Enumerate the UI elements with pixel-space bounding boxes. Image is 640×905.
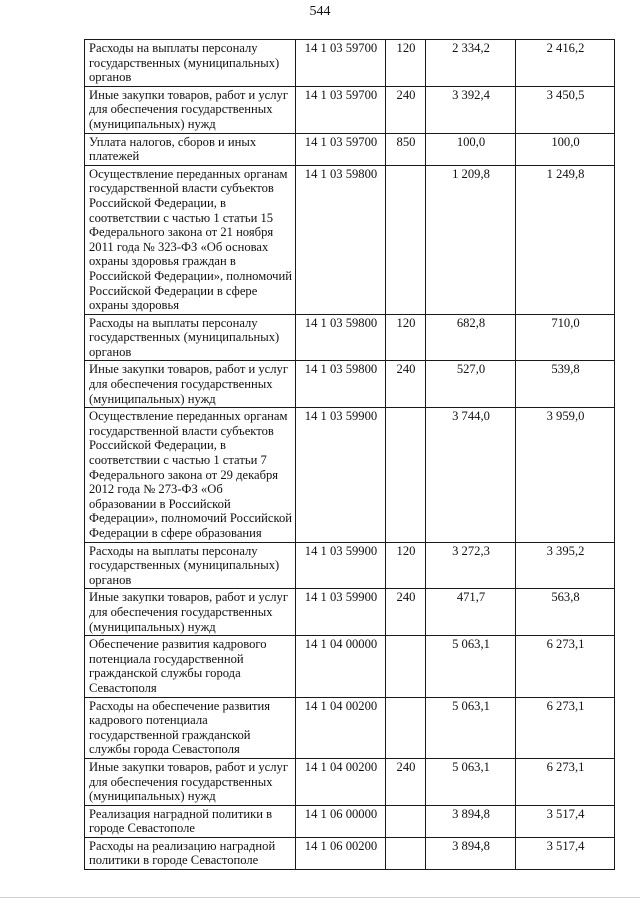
expense-type-cell: 240 [386, 361, 426, 408]
table-row [85, 758, 615, 805]
row-name-cell: Обеспечение развития кадрового потенциала государственной гражданской службы города Севастополя [85, 636, 296, 697]
table-row [85, 805, 615, 837]
expense-type-cell: 240 [386, 86, 426, 133]
classification-code-cell: 14 1 03 59700 [296, 86, 386, 133]
classification-code-cell: 14 1 03 59800 [296, 165, 386, 314]
expense-type-cell [386, 408, 426, 542]
table-row [85, 361, 615, 408]
expense-type-cell: 120 [386, 40, 426, 87]
amount-year2-cell: 563,8 [516, 589, 615, 636]
classification-code-cell: 14 1 04 00200 [296, 697, 386, 758]
row-name-cell: Осуществление переданных органам государственной власти субъектов Российской Федерации, в соответствии с частью 1 статьи 7 Федерального закона от 29 декабря 2012 года № 273-ФЗ «Об образовании в Российской Федерации», полномочий Российской Федерации в сфере образования [85, 408, 296, 542]
expense-type-cell [386, 837, 426, 869]
table-row [85, 837, 615, 869]
amount-year2-cell: 6 273,1 [516, 758, 615, 805]
row-name-cell: Расходы на реализацию наградной политики в городе Севастополе [85, 837, 296, 869]
row-name-cell: Расходы на выплаты персоналу государственных (муниципальных) органов [85, 40, 296, 87]
row-name-cell: Осуществление переданных органам государственной власти субъектов Российской Федерации, в соответствии с частью 1 статьи 15 Федерального закона от 21 ноября 2011 года № 323-ФЗ «Об основах охраны здоровья граждан в Российской Федерации», полномочий Российской Федерации в сфере охраны здоровья [85, 165, 296, 314]
amount-year2-cell: 3 517,4 [516, 837, 615, 869]
classification-code-cell: 14 1 03 59900 [296, 542, 386, 589]
amount-year2-cell: 3 959,0 [516, 408, 615, 542]
amount-year2-cell: 2 416,2 [516, 40, 615, 87]
row-name-cell: Реализация наградной политики в городе Севастополе [85, 805, 296, 837]
row-name-cell: Иные закупки товаров, работ и услуг для обеспечения государственных (муниципальных) нужд [85, 589, 296, 636]
classification-code-cell: 14 1 03 59800 [296, 314, 386, 361]
classification-code-cell: 14 1 03 59700 [296, 40, 386, 87]
expense-type-cell: 120 [386, 542, 426, 589]
budget-table-body [85, 40, 615, 870]
amount-year1-cell: 682,8 [426, 314, 516, 361]
classification-code-cell: 14 1 03 59900 [296, 589, 386, 636]
amount-year2-cell: 710,0 [516, 314, 615, 361]
amount-year1-cell: 3 894,8 [426, 805, 516, 837]
page-bottom-edge [0, 897, 640, 898]
amount-year1-cell: 2 334,2 [426, 40, 516, 87]
classification-code-cell: 14 1 03 59700 [296, 133, 386, 165]
amount-year1-cell: 3 744,0 [426, 408, 516, 542]
classification-code-cell: 14 1 04 00000 [296, 636, 386, 697]
classification-code-cell: 14 1 03 59800 [296, 361, 386, 408]
page-number: 544 [309, 4, 331, 19]
table-row [85, 314, 615, 361]
classification-code-cell: 14 1 04 00200 [296, 758, 386, 805]
amount-year1-cell: 3 392,4 [426, 86, 516, 133]
amount-year1-cell: 100,0 [426, 133, 516, 165]
amount-year1-cell: 3 894,8 [426, 837, 516, 869]
amount-year2-cell: 3 517,4 [516, 805, 615, 837]
table-row [85, 589, 615, 636]
amount-year2-cell: 3 450,5 [516, 86, 615, 133]
table-row [85, 697, 615, 758]
amount-year2-cell: 100,0 [516, 133, 615, 165]
expense-type-cell: 120 [386, 314, 426, 361]
amount-year1-cell: 5 063,1 [426, 697, 516, 758]
classification-code-cell: 14 1 06 00000 [296, 805, 386, 837]
table-row [85, 636, 615, 697]
amount-year1-cell: 1 209,8 [426, 165, 516, 314]
row-name-cell: Расходы на выплаты персоналу государственных (муниципальных) органов [85, 314, 296, 361]
amount-year1-cell: 5 063,1 [426, 636, 516, 697]
amount-year2-cell: 539,8 [516, 361, 615, 408]
row-name-cell: Иные закупки товаров, работ и услуг для обеспечения государственных (муниципальных) нужд [85, 86, 296, 133]
table-row [85, 165, 615, 314]
row-name-cell: Расходы на выплаты персоналу государственных (муниципальных) органов [85, 542, 296, 589]
row-name-cell: Уплата налогов, сборов и иных платежей [85, 133, 296, 165]
expense-type-cell [386, 805, 426, 837]
table-row [85, 408, 615, 542]
row-name-cell: Расходы на обеспечение развития кадрового потенциала государственной гражданской службы города Севастополя [85, 697, 296, 758]
expense-type-cell [386, 697, 426, 758]
amount-year2-cell: 1 249,8 [516, 165, 615, 314]
amount-year2-cell: 6 273,1 [516, 697, 615, 758]
amount-year2-cell: 6 273,1 [516, 636, 615, 697]
table-row [85, 40, 615, 87]
amount-year1-cell: 471,7 [426, 589, 516, 636]
amount-year1-cell: 5 063,1 [426, 758, 516, 805]
expense-type-cell: 850 [386, 133, 426, 165]
table-row [85, 86, 615, 133]
amount-year2-cell: 3 395,2 [516, 542, 615, 589]
expense-type-cell [386, 165, 426, 314]
classification-code-cell: 14 1 03 59900 [296, 408, 386, 542]
expense-type-cell: 240 [386, 758, 426, 805]
classification-code-cell: 14 1 06 00200 [296, 837, 386, 869]
expense-type-cell [386, 636, 426, 697]
budget-table [84, 39, 615, 870]
amount-year1-cell: 3 272,3 [426, 542, 516, 589]
row-name-cell: Иные закупки товаров, работ и услуг для обеспечения государственных (муниципальных) нужд [85, 758, 296, 805]
amount-year1-cell: 527,0 [426, 361, 516, 408]
row-name-cell: Иные закупки товаров, работ и услуг для обеспечения государственных (муниципальных) нужд [85, 361, 296, 408]
expense-type-cell: 240 [386, 589, 426, 636]
table-row [85, 133, 615, 165]
table-row [85, 542, 615, 589]
